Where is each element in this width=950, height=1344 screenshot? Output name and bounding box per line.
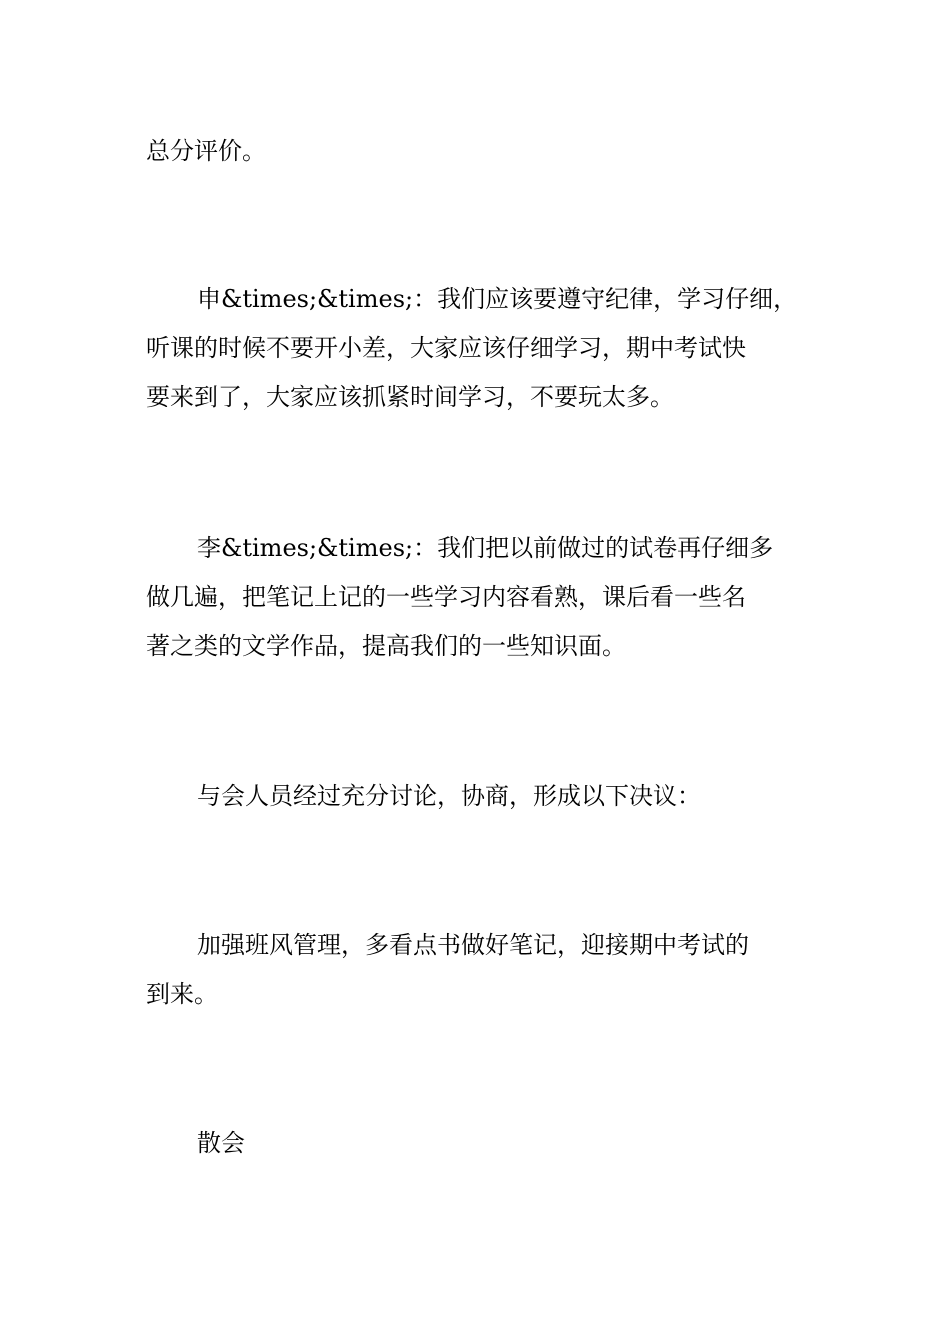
text-line: 总分评价。 (146, 137, 266, 165)
paragraph-shen-remarks (146, 275, 816, 422)
paragraph-summary (146, 127, 816, 176)
paragraph-resolution-intro (146, 772, 816, 821)
text-line: 与会人员经过充分讨论，协商，形成以下决议： (197, 782, 701, 810)
text-line: 散会 (197, 1129, 245, 1157)
paragraph-li-remarks (146, 524, 816, 671)
paragraph-adjourn (146, 1119, 816, 1168)
text-line: 申&times;&times;：我们应该要遵守纪律，学习仔细， (197, 285, 798, 313)
text-line: 听课的时候不要开小差，大家应该仔细学习，期中考试快 (146, 334, 746, 362)
paragraph-resolution (146, 921, 816, 1019)
text-line: 做几遍，把笔记上记的一些学习内容看熟，课后看一些名 (146, 583, 746, 611)
text-line: 加强班风管理，多看点书做好笔记，迎接期中考试的 (197, 931, 749, 959)
text-line: 到来。 (146, 980, 218, 1008)
text-line: 要来到了，大家应该抓紧时间学习，不要玩太多。 (146, 383, 674, 411)
text-line: 李&times;&times;：我们把以前做过的试卷再仔细多 (197, 534, 774, 562)
text-line: 著之类的文学作品，提高我们的一些知识面。 (146, 632, 626, 660)
